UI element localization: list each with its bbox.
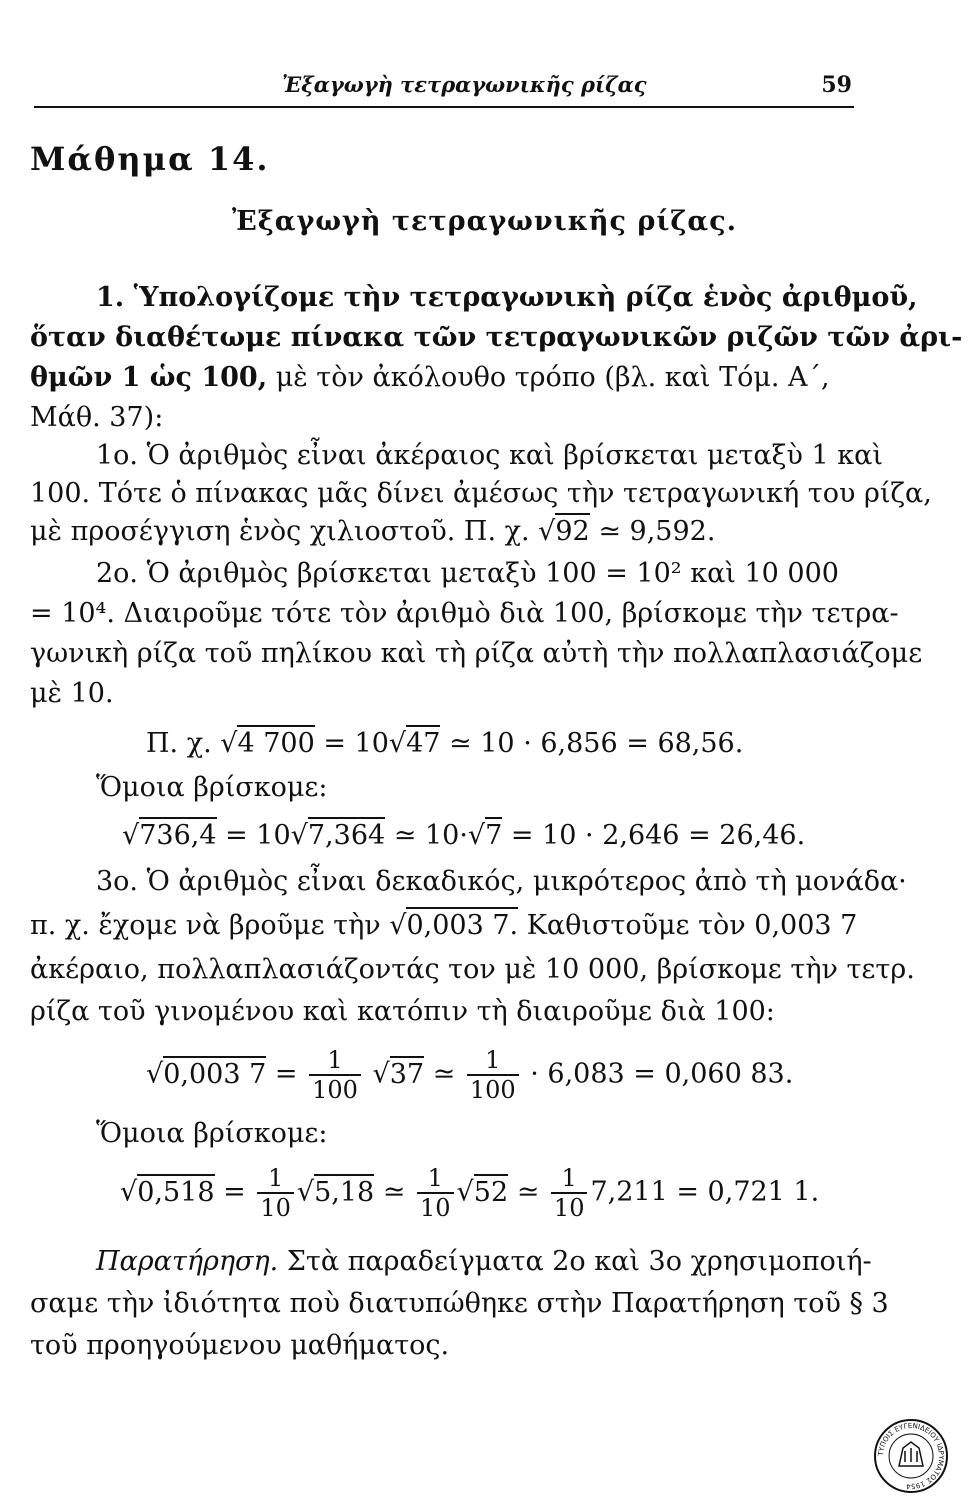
fraction — [309, 1048, 361, 1102]
radicand: 92 — [555, 513, 589, 547]
fraction — [551, 1166, 588, 1220]
radicand: 5,18 — [314, 1174, 374, 1208]
text-run: = 10 · 2,646 = 26,46. — [502, 820, 806, 851]
seal-text: ΤΥΠΟΙΣ ΕΥΓΕΝΙΔΕΙΟΥ ΙΔΡΥΜΑΤΟΣ 1954 — [876, 1421, 946, 1491]
text-run: = — [214, 1176, 255, 1208]
text-run: 7,211 = 0,721 1. — [590, 1176, 820, 1208]
text-line: σαμε τὴν ἰδιότητα ποὺ διατυπώθηκε στὴν Παρατήρηση τοῦ § 3 — [30, 1288, 889, 1319]
denominator: 10 — [420, 1194, 451, 1222]
section-title: Ἐξαγωγὴ τετραγωνικῆς ρίζας. — [231, 206, 738, 237]
denominator: 100 — [312, 1076, 358, 1104]
radicand: 0,003 7 — [163, 1056, 266, 1090]
formula-line — [146, 728, 743, 759]
text-line: Ὅμοια βρίσκομε: — [96, 772, 328, 803]
fraction — [417, 1166, 454, 1220]
text-run: μὲ προσέγγιση ἑνὸς χιλιοστοῦ. Π. χ. √ — [30, 516, 556, 547]
text-run: √ — [146, 1058, 164, 1090]
numerator: 1 — [467, 1048, 519, 1076]
text-run: ≃ 10·√ — [385, 820, 486, 851]
radicand: 736,4 — [139, 817, 216, 851]
text-run: ≃ 10 · 6,856 = 68,56. — [440, 728, 744, 759]
radicand: 7,364 — [308, 817, 385, 851]
text-run: √ — [296, 1176, 315, 1208]
text-line: 2ο. Ὁ ἀριθμὸς βρίσκεται μεταξὺ 100 = 10² καὶ 10 000 — [96, 558, 839, 589]
text-line: 1. Ὑπολογίζομε τὴν τετραγωνικὴ ρίζα ἑνὸς ἀριθμοῦ, — [96, 282, 918, 313]
text-line — [30, 362, 830, 393]
text-run: √ — [122, 820, 140, 851]
radicand: 7 — [485, 817, 502, 851]
text-run: θμῶν 1 ὡς 100, — [30, 362, 268, 393]
text-run: ≃ — [424, 1058, 464, 1090]
text-line: 100. Τότε ὁ πίνακας μᾶς δίνει ἀμέσως τὴν τετραγωνική του ρίζα, — [30, 478, 932, 509]
running-title: Ἐξαγωγὴ τετραγωνικῆς ρίζας — [282, 72, 647, 97]
radicand: 4 700 — [237, 725, 314, 759]
text-line: ἀκέραιο, πολλαπλασιάζοντάς τον μὲ 10 000, βρίσκομε τὴν τετρ. — [30, 954, 915, 985]
text-line: μὲ 10. — [30, 678, 114, 709]
text-line — [96, 1246, 872, 1277]
text-line — [30, 910, 857, 941]
formula-line — [146, 1048, 793, 1102]
text-run: ≃ 9,592. — [589, 516, 716, 547]
text-line: ρίζα τοῦ γινομένου καὶ κατόπιν τὴ διαιροῦμε διὰ 100: — [30, 996, 775, 1027]
running-header — [34, 70, 854, 108]
lesson-heading: Μάθημα 14. — [30, 140, 270, 178]
text-run: μὲ τὸν ἀκόλουθο τρόπο (βλ. καὶ Τόμ. Α΄, — [267, 362, 830, 393]
text-run: Καθιστοῦμε τὸν 0,003 7 — [518, 910, 858, 941]
numerator: 1 — [257, 1166, 294, 1194]
radicand: 47 — [406, 725, 440, 759]
formula-line — [122, 820, 805, 851]
fraction — [257, 1166, 294, 1220]
text-line: Ὅμοια βρίσκομε: — [96, 1118, 328, 1149]
fraction — [467, 1048, 519, 1102]
radicand: 0,518 — [137, 1174, 214, 1208]
remark-label: Παρατήρηση. — [96, 1246, 279, 1277]
text-line: 3ο. Ὁ ἀριθμὸς εἶναι δεκαδικός, μικρότερος ἀπὸ τὴ μονάδα· — [96, 866, 907, 897]
denominator: 10 — [553, 1194, 585, 1222]
numerator: 1 — [417, 1166, 454, 1194]
text-run: π. χ. ἔχομε νὰ βροῦμε τὴν √ — [30, 910, 407, 941]
radicand: 0,003 7. — [406, 907, 518, 941]
text-run: · 6,083 = 0,060 83. — [521, 1058, 794, 1090]
text-line: = 10⁴. Διαιροῦμε τότε τὸν ἀριθμὸ διὰ 100, βρίσκομε τὴν τετρα- — [30, 598, 899, 629]
numerator: 1 — [551, 1166, 588, 1194]
text-run: Π. χ. √ — [146, 728, 238, 759]
text-run: = 10√ — [216, 820, 308, 851]
text-line: 1ο. Ὁ ἀριθμὸς εἶναι ἀκέραιος καὶ βρίσκεται μεταξὺ 1 καὶ — [96, 440, 883, 471]
text-line — [30, 516, 715, 547]
text-run: = — [266, 1058, 307, 1090]
radicand: 52 — [474, 1174, 508, 1208]
text-run: = 10√ — [314, 728, 407, 759]
publisher-seal-icon — [873, 1418, 949, 1494]
radicand: 37 — [390, 1056, 424, 1090]
numerator: 1 — [309, 1048, 361, 1076]
page-number: 59 — [821, 72, 852, 98]
denominator: 10 — [260, 1194, 291, 1222]
text-line: τοῦ προηγούμενου μαθήματος. — [30, 1330, 450, 1361]
formula-line — [120, 1166, 819, 1220]
text-run: √ — [120, 1176, 138, 1208]
text-run: ≃ — [508, 1176, 548, 1208]
text-run: √ — [363, 1058, 390, 1090]
text-run: √ — [456, 1176, 474, 1208]
text-run: Στὰ παραδείγματα 2ο καὶ 3ο χρησιμοποιή- — [278, 1246, 872, 1277]
denominator: 100 — [469, 1076, 516, 1104]
text-run: ≃ — [374, 1176, 414, 1208]
text-line: Μάθ. 37): — [30, 402, 164, 433]
text-line: γωνικὴ ρίζα τοῦ πηλίκου καὶ τὴ ρίζα αὐτὴ τὴν πολλαπλασιάζομε — [30, 638, 923, 669]
text-line: ὅταν διαθέτωμε πίνακα τῶν τετραγωνικῶν ριζῶν τῶν ἀρι- — [30, 322, 963, 353]
